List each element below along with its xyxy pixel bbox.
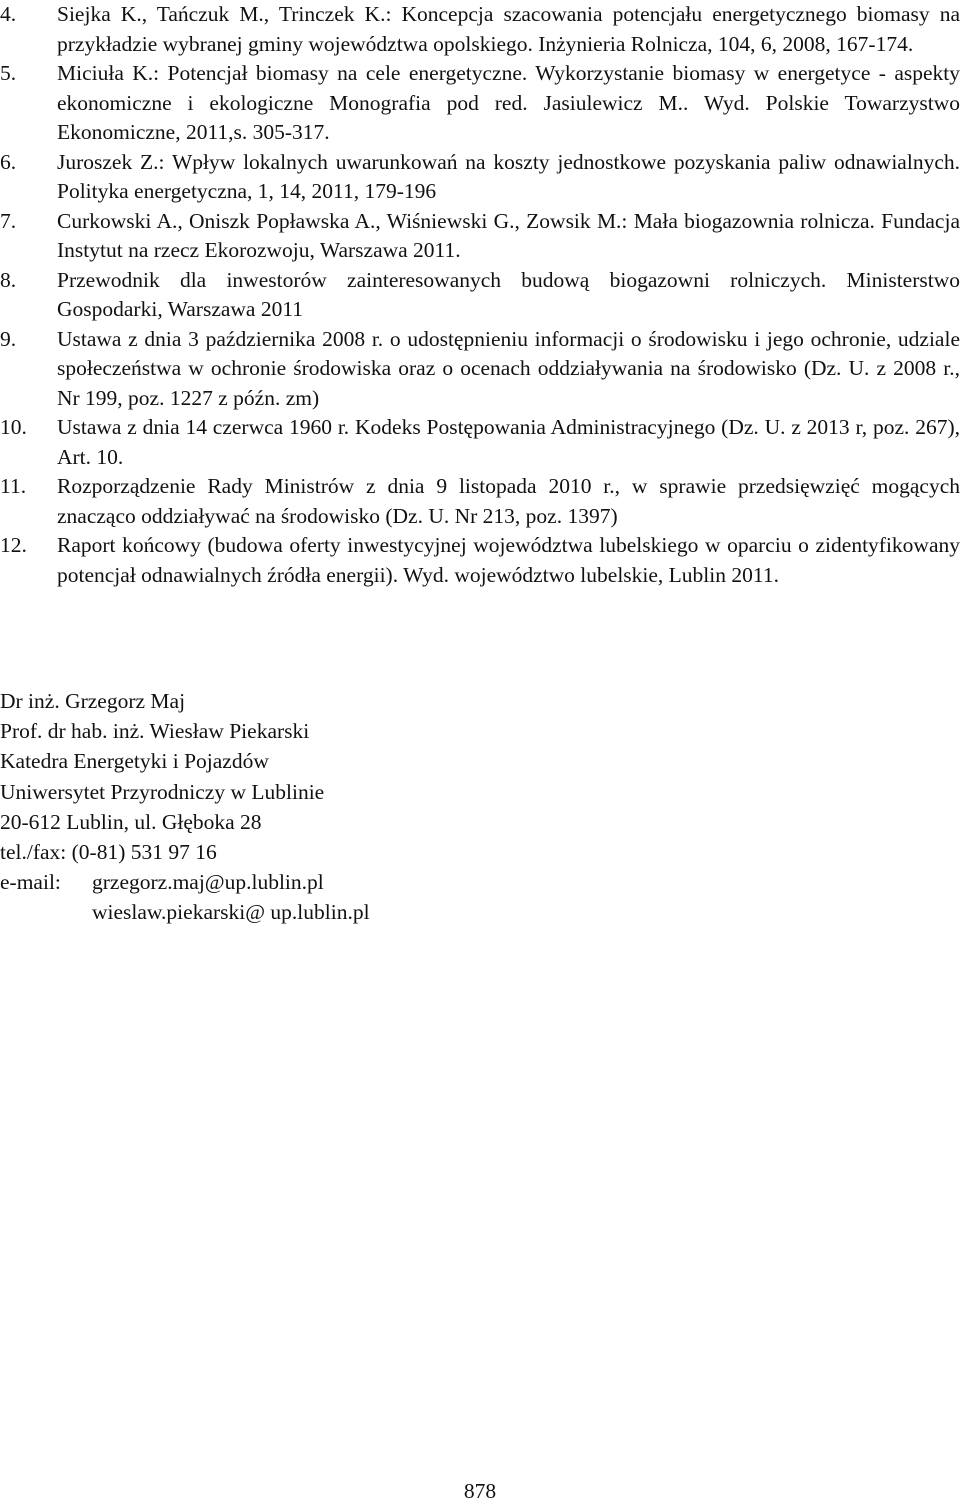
reference-text: Miciuła K.: Potencjał biomasy na cele energetyczne. Wykorzystanie biomasy w energetyce - aspekty ekonomiczne i ekologiczne Monografia pod red. Jasiulewicz M.. Wyd. Polskie Towarzystwo Ekonomiczne, 2011,s. 305-317. (57, 61, 960, 144)
reference-number: 11. (0, 474, 27, 498)
reference-number: 10. (0, 415, 27, 439)
reference-text: Rozporządzenie Rady Ministrów z dnia 9 listopada 2010 r., w sprawie przedsięwzięć mogących znacząco oddziaływać na środowisko (Dz. U. Nr 213, poz. 1397) (57, 474, 960, 528)
university: Uniwersytet Przyrodniczy w Lublinie (0, 779, 325, 804)
reference-number: 6. (0, 149, 17, 174)
reference-text: Ustawa z dnia 3 października 2008 r. o udostępnieniu informacji o środowisku i jego ochronie, udziale społeczeństwa w ochronie środowiska oraz o ocenach oddziaływania na środowisko (Dz. U. z 2008 r., Nr 199, poz. 1227 z późn. zm) (57, 326, 960, 410)
reference-list (0, 0, 960, 590)
reference-text: Juroszek Z.: Wpływ lokalnych uwarunkowań na koszty jednostkowe pozyskania paliw odnawialnych. Polityka energetyczna, 1, 14, 2011, 179-196 (57, 149, 960, 203)
email-link[interactable]: wieslaw.piekarski@ up.lublin.pl (92, 900, 370, 925)
reference-text: Raport końcowy (budowa oferty inwestycyjnej województwa lubelskiego w oparciu o zidentyfikowany potencjał odnawialnych źródła energii). Wyd. województwo lubelskie, Lublin 2011. (57, 533, 960, 587)
reference-item (0, 472, 960, 531)
author-contact-block (0, 686, 370, 928)
reference-item (0, 148, 960, 207)
reference-number: 7. (0, 208, 17, 233)
page-number: 878 (463, 1479, 497, 1503)
reference-item (0, 413, 960, 472)
reference-item (0, 207, 960, 266)
reference-item (0, 325, 960, 414)
phone-fax: tel./fax: (0-81) 531 97 16 (0, 840, 217, 865)
department: Katedra Energetyki i Pojazdów (0, 749, 269, 774)
postal-address: 20-612 Lublin, ul. Głęboka 28 (0, 809, 262, 834)
reference-number: 9. (0, 326, 17, 351)
reference-text: Przewodnik dla inwestorów zainteresowanych budową biogazowni rolniczych. Ministerstwo Gospodarki, Warszawa 2011 (57, 267, 960, 321)
reference-item (0, 0, 960, 59)
reference-text: Curkowski A., Oniszk Popławska A., Wiśniewski G., Zowsik M.: Mała biogazownia rolnicza. Fundacja Instytut na rzecz Ekorozwoju, Warszawa 2011. (57, 208, 960, 262)
email-label: e-mail: (0, 870, 61, 895)
reference-number: 12. (0, 533, 27, 557)
reference-item (0, 266, 960, 325)
email-row (0, 897, 370, 927)
reference-text: Siejka K., Tańczuk M., Trinczek K.: Koncepcja szacowania potencjału energetycznego biomasy na przykładzie wybranej gminy województwa opolskiego. Inżynieria Rolnicza, 104, 6, 2008, 167-174. (57, 2, 960, 56)
email-link[interactable]: grzegorz.maj@up.lublin.pl (92, 870, 324, 895)
reference-item (0, 531, 960, 590)
reference-text: Ustawa z dnia 14 czerwca 1960 r. Kodeks Postępowania Administracyjnego (Dz. U. z 2013 r, poz. 267), Art. 10. (57, 415, 960, 469)
reference-number: 4. (0, 2, 17, 26)
author-name: Prof. dr hab. inż. Wiesław Piekarski (0, 719, 310, 744)
reference-number: 8. (0, 267, 17, 292)
email-row (0, 867, 324, 897)
reference-number: 5. (0, 61, 17, 85)
author-name: Dr inż. Grzegorz Maj (0, 689, 186, 713)
reference-item (0, 59, 960, 148)
